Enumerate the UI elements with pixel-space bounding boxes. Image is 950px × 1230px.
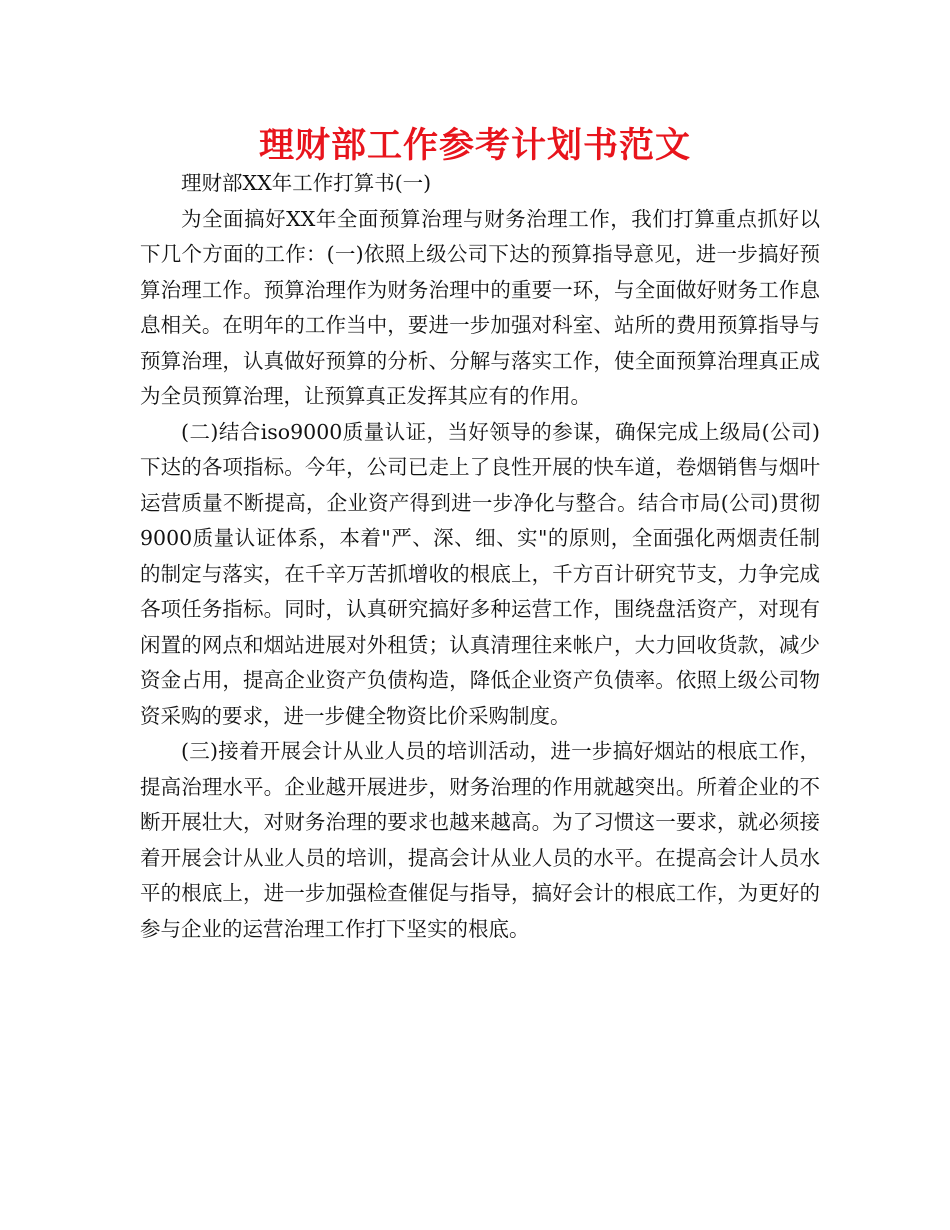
paragraph-2: (二)结合iso9000质量认证，当好领导的参谋，确保完成上级局(公司)下达的各项指标。今年，公司已走上了良性开展的快车道，卷烟销售与烟叶运营质量不断提高，企业资产得到进一步净化与整合。结合市局(公司)贯彻9000质量认证体系，本着"严、深、细、实"的原则，全面强化两烟责任制的制定与落实，在千辛万苦抓增收的根底上，千方百计研究节支，力争完成各项任务指标。同时，认真研究搞好多种运营工作，围绕盘活资产，对现有闲置的网点和烟站进展对外租赁；认真清理往来帐户，大力回收货款，减少资金占用，提高企业资产负债构造，降低企业资产负债率。依照上级公司物资采购的要求，进一步健全物资比价采购制度。 (140, 419, 820, 728)
document-title: 理财部工作参考计划书范文 (258, 126, 691, 166)
document-subtitle: 理财部XX年工作打算书(一) (181, 171, 432, 195)
paragraph-3: (三)接着开展会计从业人员的培训活动，进一步搞好烟站的根底工作，提高治理水平。企业越开展进步，财务治理的作用就越突出。所着企业的不断开展壮大，对财务治理的要求也越来越高。为了习惯这一要求，就必须接着开展会计从业人员的培训，提高会计从业人员的水平。在提高会计人员水平的根底上，进一步加强检查催促与指导，搞好会计的根底工作，为更好的参与企业的运营治理工作打下坚实的根底。 (140, 739, 820, 941)
document-body (140, 166, 820, 947)
paragraph-1: 为全面搞好XX年全面预算治理与财务治理工作，我们打算重点抓好以下几个方面的工作：(一)依照上级公司下达的预算指导意见，进一步搞好预算治理工作。预算治理作为财务治理中的重要一环，与全面做好财务工作息息相关。在明年的工作当中，要进一步加强对科室、站所的费用预算指导与预算治理，认真做好预算的分析、分解与落实工作，使全面预算治理真正成为全员预算治理，让预算真正发挥其应有的作用。 (140, 206, 820, 408)
